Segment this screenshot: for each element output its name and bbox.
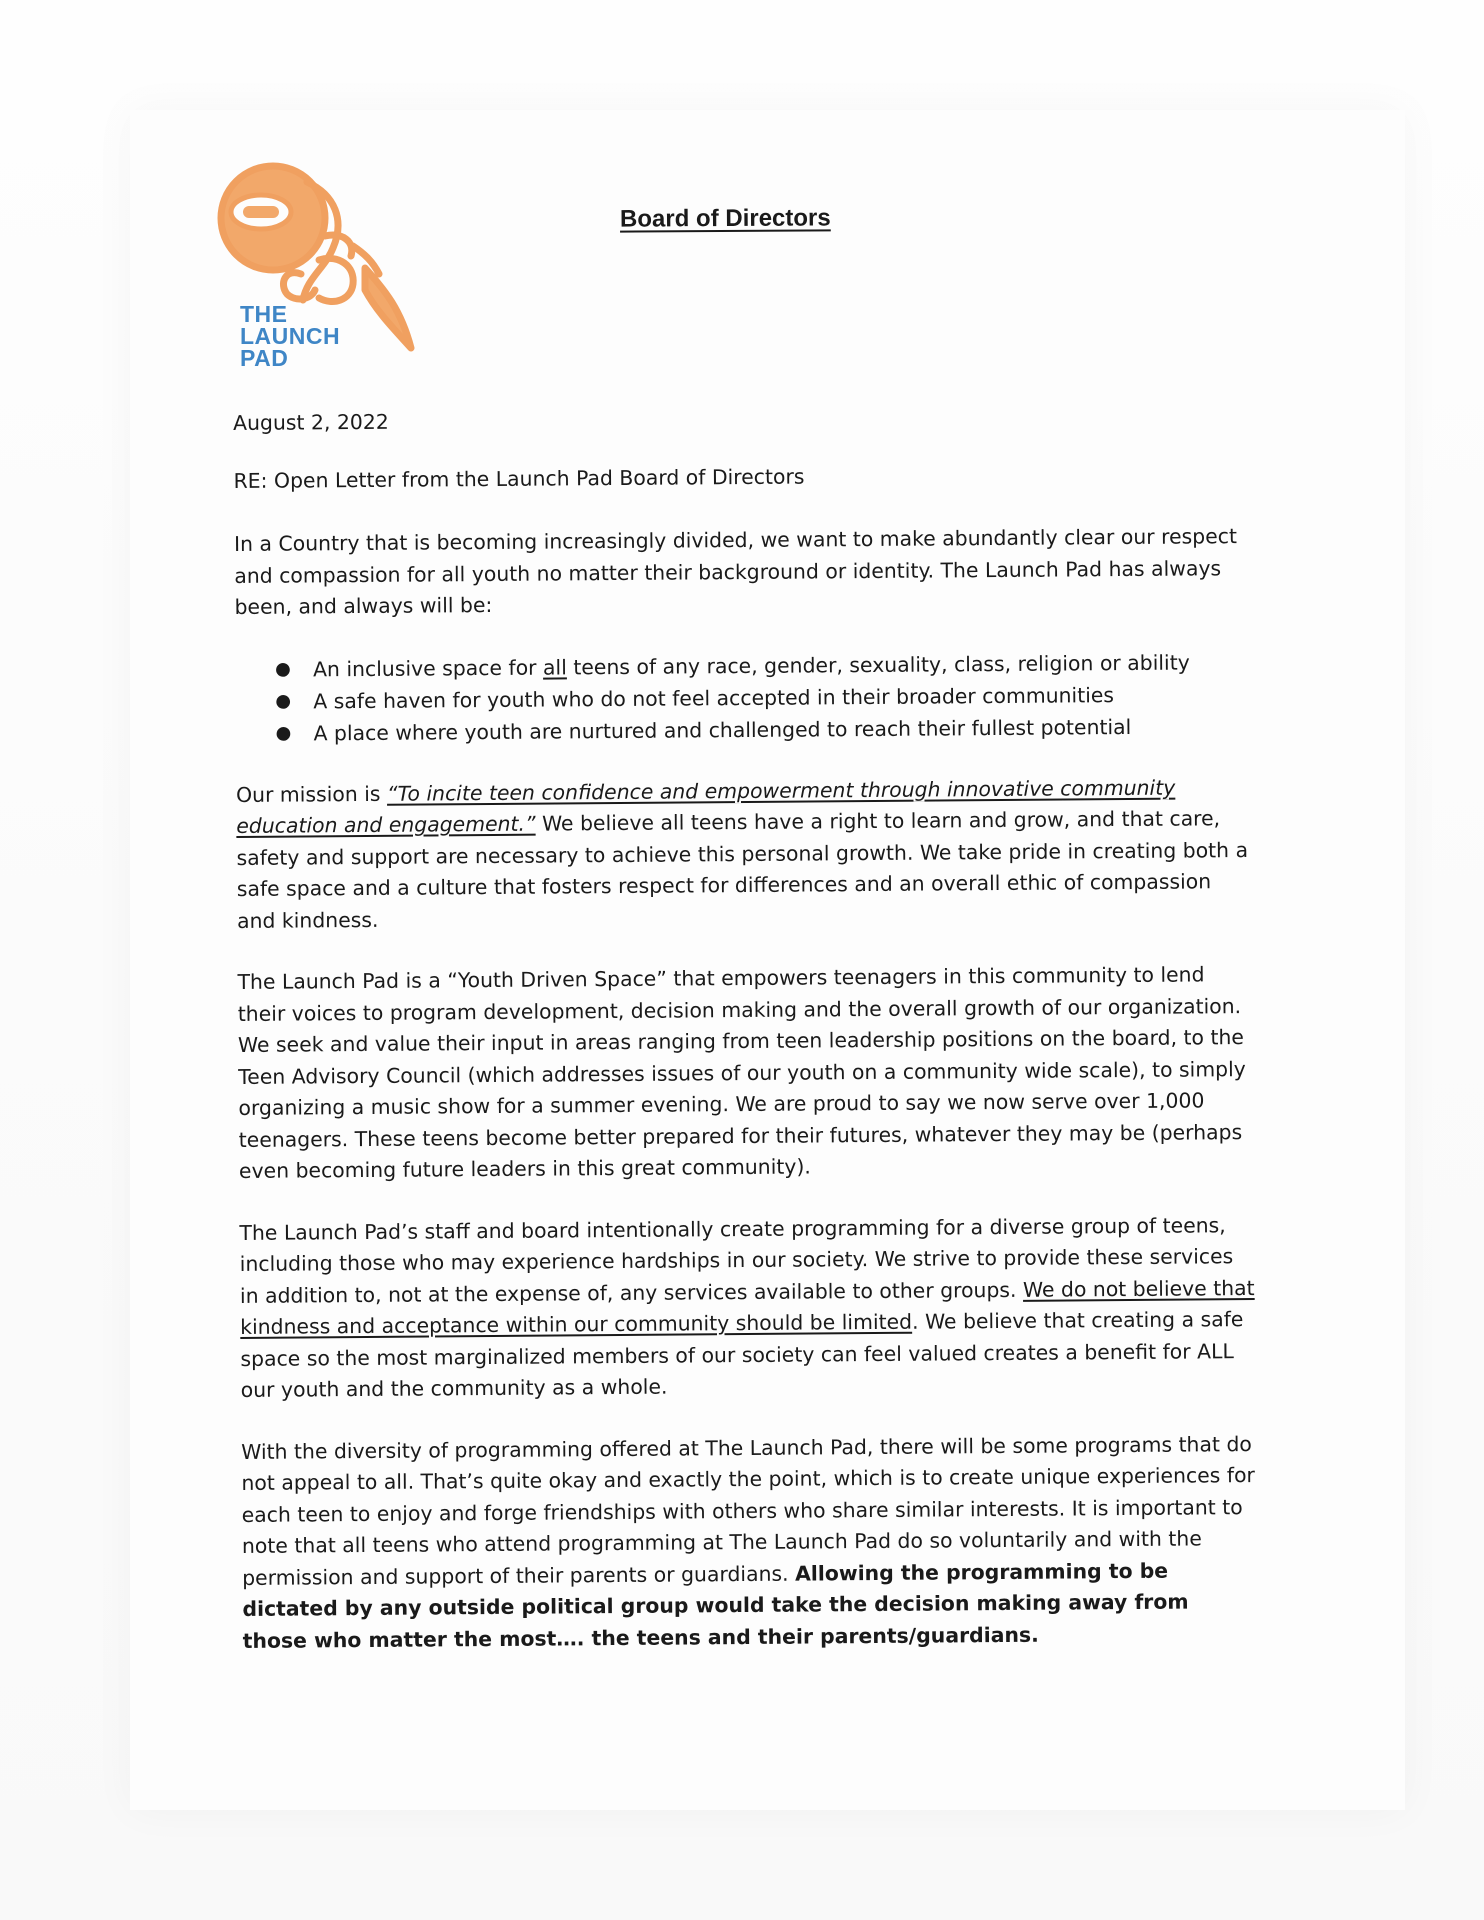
letter-body (233, 400, 1258, 1687)
bullet-icon: ● (274, 658, 291, 680)
staff-paragraph (239, 1210, 1255, 1407)
mission-rest: We believe all teens have a right to learn and grow, and that care, safety and support are necessary to achieve this personal growth. We take pride in creating both a safe space and a culture that fosters respect for differences and an overall ethic of compassion and kindness. (236, 806, 1249, 933)
bullet-1-emphasis: all (542, 654, 567, 680)
mission-quote: “To incite teen confidence and empowerment through innovative community education and engagement.” (236, 775, 1176, 838)
mission-prefix: Our mission is (235, 781, 388, 807)
bullet-2-text: A safe haven for youth who do not feel accepted in their broader communities (313, 682, 1115, 713)
letter-date: August 2, 2022 (233, 409, 389, 435)
diversity-bold: Allowing the programming to be dictated by any outside political group would take the decision making away from those who matter the most…. the teens and their parents/guardians. (242, 1558, 1189, 1653)
staff-suffix: . We believe that creating a safe space so the most marginalized members of our society can feel valued creates a benefit for ALL our youth and the community as a whole. (240, 1307, 1244, 1402)
bullet-icon: ● (275, 722, 292, 744)
logo-wordmark (240, 303, 340, 369)
diversity-paragraph (241, 1428, 1258, 1656)
staff-underlined: We do not believe that kindness and acceptance within our community should be limited (240, 1275, 1255, 1339)
logo-line-pad: PAD (240, 345, 289, 371)
values-list (235, 646, 1251, 750)
diversity-prefix: With the diversity of programming offered at The Launch Pad, there will be some programs that do not appeal to all. That’s quite okay and exactly the point, which is to create unique experiences for each teen to enjoy and forge friendships with others who share similar interests. It is important to note that all teens who attend programming at The Launch Pad do so voluntarily and with the permission and support of their parents or guardians. (241, 1431, 1255, 1590)
bullet-3-text: A place where youth are nurtured and challenged to reach their fullest potential (313, 714, 1132, 745)
logo-line-the: THE (240, 301, 288, 327)
letter-subject: RE: Open Letter from the Launch Pad Board of Directors (233, 464, 805, 493)
bullet-1-suffix: teens of any race, gender, sexuality, class, religion or ability (566, 649, 1190, 679)
bullet-icon: ● (275, 690, 292, 712)
youth-driven-paragraph: The Launch Pad is a “Youth Driven Space” that empowers teenagers in this community to lend their voices to program development, decision making and the overall growth of our organization. We seek and value their input in areas ranging from teen leadership positions on the board, to the Teen Advisory Council (which addresses issues of our youth on a community wide scale), to simply organizing a music show for a summer evening. We are proud to say we now serve over 1,000 teenagers. These teens become better prepared for their futures, whatever they may be (perhaps even becoming future leaders in this great community). (237, 962, 1246, 1183)
staff-prefix: The Launch Pad’s staff and board intentionally create programming for a diverse group of teens, including those who may experience hardships in our society. We strive to provide these services in addition to, not at the expense of, any services available to other groups. (239, 1212, 1234, 1308)
logo-line-launch: LAUNCH (240, 323, 341, 349)
intro-paragraph: In a Country that is becoming increasingly divided, we want to make abundantly clear our respect and compassion for all youth no matter their background or identity. The Launch Pad has always been, and always will be: (233, 524, 1238, 619)
page-title: Board of Directors (619, 204, 831, 233)
mission-paragraph (236, 772, 1252, 937)
list-item (235, 710, 1250, 750)
bullet-1-prefix: An inclusive space for (312, 655, 544, 681)
launch-pad-logo (215, 150, 425, 375)
